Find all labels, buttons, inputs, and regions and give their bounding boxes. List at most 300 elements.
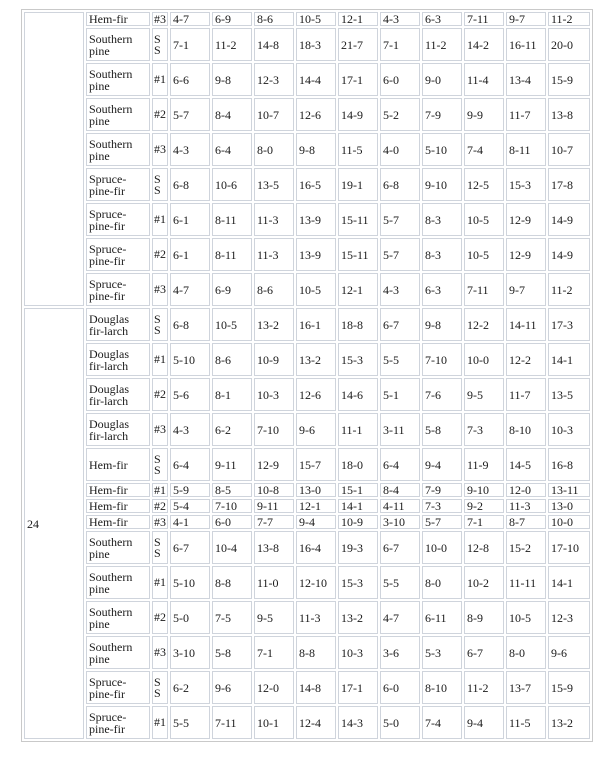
grade-cell	[152, 28, 168, 61]
span-cell: 15-9	[548, 63, 590, 96]
grade-cell	[152, 63, 168, 96]
span-cell: 12-8	[464, 531, 504, 564]
span-cell: 17-1	[338, 671, 378, 704]
span-cell: 19-3	[338, 531, 378, 564]
span-cell: 10-5	[506, 601, 546, 634]
span-cell: 7-1	[380, 28, 420, 61]
grade-line: #1	[154, 482, 166, 497]
grade-line: S	[154, 674, 161, 689]
span-cell: 15-7	[296, 448, 336, 481]
table-row	[24, 483, 590, 497]
span-cell: 13-8	[254, 531, 294, 564]
table-row	[24, 238, 590, 271]
span-cell: 9-4	[422, 448, 462, 481]
table-row	[24, 12, 590, 26]
species-cell	[86, 378, 150, 411]
grade-line: #3	[154, 282, 166, 296]
span-table-body	[24, 12, 590, 739]
table-row	[24, 413, 590, 446]
span-cell: 5-2	[380, 98, 420, 131]
species-line: fir-larch	[89, 323, 129, 338]
span-cell: 6-0	[212, 515, 252, 529]
span-cell: 7-1	[170, 28, 210, 61]
species-line: Spruce-	[89, 709, 127, 724]
span-cell: 6-6	[170, 63, 210, 96]
span-cell: 14-8	[254, 28, 294, 61]
grade-line: S	[154, 451, 161, 466]
span-cell: 11-9	[464, 448, 504, 481]
grade-cell	[152, 448, 168, 481]
species-cell	[86, 531, 150, 564]
span-cell: 9-4	[296, 515, 336, 529]
species-line: pine	[89, 581, 110, 596]
span-cell: 9-0	[422, 63, 462, 96]
span-cell: 8-10	[506, 413, 546, 446]
span-cell: 12-2	[506, 343, 546, 376]
grade-line: S	[154, 534, 161, 549]
span-cell: 5-3	[422, 636, 462, 669]
grade-cell	[152, 671, 168, 704]
spacing-cell: 24	[24, 308, 84, 739]
span-cell: 5-4	[170, 499, 210, 513]
span-cell: 4-1	[170, 515, 210, 529]
span-cell: 11-5	[338, 133, 378, 166]
table-row	[24, 273, 590, 306]
span-cell: 15-3	[338, 343, 378, 376]
span-cell: 10-0	[422, 531, 462, 564]
species-line: Hem-fir	[89, 515, 128, 529]
span-cell: 9-10	[422, 168, 462, 201]
span-cell: 16-11	[506, 28, 546, 61]
span-cell: 13-2	[548, 706, 590, 739]
span-cell: 5-8	[422, 413, 462, 446]
table-row	[24, 168, 590, 201]
grade-line: S	[154, 311, 161, 326]
span-cell: 12-6	[296, 378, 336, 411]
span-cell: 9-8	[296, 133, 336, 166]
span-cell: 4-7	[380, 601, 420, 634]
span-cell: 7-3	[464, 413, 504, 446]
span-cell: 6-8	[380, 168, 420, 201]
span-cell: 7-10	[254, 413, 294, 446]
span-cell: 12-3	[548, 601, 590, 634]
span-cell: 10-5	[464, 203, 504, 236]
span-cell: 9-10	[464, 483, 504, 497]
span-cell: 12-9	[506, 203, 546, 236]
span-cell: 5-7	[170, 98, 210, 131]
span-cell: 5-0	[170, 601, 210, 634]
span-cell: 6-7	[170, 531, 210, 564]
span-cell: 12-9	[506, 238, 546, 271]
species-cell	[86, 448, 150, 481]
span-cell: 5-5	[380, 566, 420, 599]
species-cell	[86, 238, 150, 271]
span-cell: 13-2	[338, 601, 378, 634]
span-cell: 7-1	[464, 515, 504, 529]
span-cell: 10-0	[464, 343, 504, 376]
span-cell: 6-9	[212, 273, 252, 306]
span-cell: 6-8	[170, 308, 210, 341]
span-cell: 5-0	[380, 706, 420, 739]
span-cell: 14-6	[338, 378, 378, 411]
species-line: pine	[89, 616, 110, 631]
span-cell: 8-4	[380, 483, 420, 497]
species-cell	[86, 273, 150, 306]
grade-line: S	[154, 171, 161, 186]
span-cell: 6-4	[380, 448, 420, 481]
span-cell: 12-1	[338, 273, 378, 306]
table-row	[24, 133, 590, 166]
species-line: pine	[89, 651, 110, 666]
species-cell	[86, 98, 150, 131]
span-cell: 19-1	[338, 168, 378, 201]
span-cell: 11-3	[506, 499, 546, 513]
span-cell: 6-11	[422, 601, 462, 634]
span-cell: 11-7	[506, 98, 546, 131]
span-cell: 7-10	[212, 499, 252, 513]
grade-cell	[152, 499, 168, 513]
species-line: Spruce-	[89, 171, 127, 186]
span-cell: 11-1	[338, 413, 378, 446]
span-cell: 10-3	[254, 378, 294, 411]
species-line: fir-larch	[89, 358, 129, 373]
span-cell: 13-8	[548, 98, 590, 131]
span-cell: 8-9	[464, 601, 504, 634]
spacing-cell	[24, 12, 84, 306]
species-cell	[86, 706, 150, 739]
span-cell: 6-4	[212, 133, 252, 166]
span-cell: 17-3	[548, 308, 590, 341]
span-cell: 11-2	[464, 671, 504, 704]
species-line: pine	[89, 113, 110, 128]
span-cell: 6-9	[212, 12, 252, 26]
table-row	[24, 28, 590, 61]
species-cell	[86, 499, 150, 513]
span-cell: 13-9	[296, 238, 336, 271]
span-cell: 9-2	[464, 499, 504, 513]
grade-line: #1	[154, 72, 166, 86]
span-cell: 9-4	[464, 706, 504, 739]
species-line: pine-fir	[89, 288, 125, 303]
span-cell: 9-6	[212, 671, 252, 704]
span-cell: 18-3	[296, 28, 336, 61]
span-cell: 5-10	[170, 343, 210, 376]
grade-cell	[152, 133, 168, 166]
span-cell: 12-2	[464, 308, 504, 341]
span-cell: 8-7	[506, 515, 546, 529]
span-cell: 8-0	[506, 636, 546, 669]
span-cell: 12-1	[296, 499, 336, 513]
table-row	[24, 308, 590, 341]
span-cell: 10-5	[296, 12, 336, 26]
span-cell: 11-11	[506, 566, 546, 599]
span-cell: 10-5	[296, 273, 336, 306]
span-cell: 10-9	[338, 515, 378, 529]
grade-cell	[152, 706, 168, 739]
span-cell: 14-3	[338, 706, 378, 739]
span-cell: 14-11	[506, 308, 546, 341]
span-cell: 6-7	[380, 308, 420, 341]
species-line: pine	[89, 43, 110, 58]
grade-cell	[152, 413, 168, 446]
table-row	[24, 566, 590, 599]
span-cell: 6-7	[464, 636, 504, 669]
span-cell: 7-9	[422, 483, 462, 497]
span-cell: 17-10	[548, 531, 590, 564]
span-cell: 10-3	[548, 413, 590, 446]
span-cell: 10-3	[338, 636, 378, 669]
span-cell: 3-10	[170, 636, 210, 669]
species-line: Douglas	[89, 381, 129, 396]
span-cell: 4-11	[380, 499, 420, 513]
span-cell: 14-8	[296, 671, 336, 704]
grade-cell	[152, 168, 168, 201]
species-line: Hem-fir	[89, 457, 128, 472]
species-cell	[86, 566, 150, 599]
span-cell: 7-6	[422, 378, 462, 411]
span-cell: 17-1	[338, 63, 378, 96]
span-cell: 16-4	[296, 531, 336, 564]
grade-cell	[152, 483, 168, 497]
span-cell: 5-6	[170, 378, 210, 411]
span-cell: 7-11	[212, 706, 252, 739]
span-cell: 6-2	[212, 413, 252, 446]
span-cell: 15-3	[338, 566, 378, 599]
span-cell: 8-4	[212, 98, 252, 131]
span-cell: 6-1	[170, 203, 210, 236]
span-cell: 10-7	[254, 98, 294, 131]
span-cell: 12-1	[338, 12, 378, 26]
species-line: Hem-fir	[89, 483, 128, 497]
span-cell: 14-1	[338, 499, 378, 513]
span-cell: 6-1	[170, 238, 210, 271]
span-cell: 5-7	[380, 238, 420, 271]
span-cell: 13-2	[254, 308, 294, 341]
span-cell: 13-2	[296, 343, 336, 376]
grade-line: S	[154, 462, 161, 477]
grade-line: #1	[154, 715, 166, 729]
species-cell	[86, 308, 150, 341]
span-cell: 4-3	[170, 413, 210, 446]
species-line: Southern	[89, 569, 133, 584]
grade-cell	[152, 343, 168, 376]
span-cell: 12-4	[296, 706, 336, 739]
species-line: pine-fir	[89, 218, 125, 233]
grade-cell	[152, 566, 168, 599]
span-cell: 9-6	[548, 636, 590, 669]
grade-cell	[152, 515, 168, 529]
span-cell: 10-5	[464, 238, 504, 271]
grade-cell	[152, 203, 168, 236]
span-cell: 6-0	[380, 671, 420, 704]
species-line: Douglas	[89, 416, 129, 431]
span-cell: 21-7	[338, 28, 378, 61]
span-cell: 14-2	[464, 28, 504, 61]
grade-cell	[152, 308, 168, 341]
span-cell: 12-5	[464, 168, 504, 201]
span-cell: 8-3	[422, 203, 462, 236]
span-cell: 9-5	[254, 601, 294, 634]
grade-line: S	[154, 182, 161, 197]
span-cell: 14-1	[548, 343, 590, 376]
span-cell: 8-0	[254, 133, 294, 166]
span-cell: 7-7	[254, 515, 294, 529]
rafter-span-table	[21, 9, 593, 742]
grade-line: #1	[154, 352, 166, 366]
species-line: Spruce-	[89, 276, 127, 291]
species-line: Southern	[89, 66, 133, 81]
span-cell: 7-11	[464, 273, 504, 306]
species-line: Southern	[89, 31, 133, 46]
span-cell: 5-5	[170, 706, 210, 739]
table-row	[24, 636, 590, 669]
span-cell: 11-2	[212, 28, 252, 61]
grade-cell	[152, 238, 168, 271]
species-line: pine	[89, 148, 110, 163]
span-cell: 11-7	[506, 378, 546, 411]
span-cell: 15-11	[338, 238, 378, 271]
grade-cell	[152, 601, 168, 634]
span-cell: 8-8	[212, 566, 252, 599]
span-cell: 16-8	[548, 448, 590, 481]
grade-cell	[152, 531, 168, 564]
species-line: Hem-fir	[89, 12, 128, 26]
table-row	[24, 671, 590, 704]
span-cell: 7-9	[422, 98, 462, 131]
span-cell: 5-8	[212, 636, 252, 669]
grade-line: #2	[154, 107, 166, 121]
span-cell: 4-3	[380, 273, 420, 306]
grade-cell	[152, 378, 168, 411]
span-cell: 14-9	[548, 238, 590, 271]
species-cell	[86, 12, 150, 26]
span-cell: 13-9	[296, 203, 336, 236]
table-row	[24, 531, 590, 564]
species-line: pine	[89, 546, 110, 561]
span-cell: 8-6	[254, 12, 294, 26]
grade-line: #2	[154, 247, 166, 261]
span-cell: 9-6	[296, 413, 336, 446]
grade-cell	[152, 98, 168, 131]
span-cell: 12-3	[254, 63, 294, 96]
grade-line: S	[154, 31, 161, 46]
span-cell: 8-11	[506, 133, 546, 166]
grade-line: #2	[154, 498, 166, 513]
species-line: Southern	[89, 534, 133, 549]
table-row	[24, 448, 590, 481]
span-cell: 6-2	[170, 671, 210, 704]
species-line: Southern	[89, 604, 133, 619]
grade-line: #3	[154, 11, 166, 26]
span-cell: 10-0	[548, 515, 590, 529]
span-cell: 9-8	[422, 308, 462, 341]
species-line: Spruce-	[89, 674, 127, 689]
span-cell: 14-1	[548, 566, 590, 599]
grade-cell	[152, 636, 168, 669]
table-row	[24, 203, 590, 236]
species-line: Spruce-	[89, 241, 127, 256]
span-cell: 8-11	[212, 203, 252, 236]
span-cell: 13-0	[296, 483, 336, 497]
grade-line: #3	[154, 142, 166, 156]
span-cell: 12-0	[254, 671, 294, 704]
span-cell: 5-1	[380, 378, 420, 411]
species-line: pine-fir	[89, 686, 125, 701]
grade-cell	[152, 273, 168, 306]
span-cell: 11-2	[422, 28, 462, 61]
span-cell: 13-5	[254, 168, 294, 201]
grade-line: #1	[154, 212, 166, 226]
span-cell: 5-9	[170, 483, 210, 497]
span-cell: 7-3	[422, 499, 462, 513]
span-cell: 7-10	[422, 343, 462, 376]
species-cell	[86, 413, 150, 446]
species-cell	[86, 483, 150, 497]
table-row	[24, 378, 590, 411]
span-cell: 14-5	[506, 448, 546, 481]
species-line: Douglas	[89, 346, 129, 361]
grade-line: S	[154, 545, 161, 560]
span-cell: 8-8	[296, 636, 336, 669]
span-cell: 15-9	[548, 671, 590, 704]
span-cell: 8-10	[422, 671, 462, 704]
span-cell: 10-8	[254, 483, 294, 497]
table-row	[24, 601, 590, 634]
span-cell: 9-11	[254, 499, 294, 513]
span-cell: 3-10	[380, 515, 420, 529]
grade-line: #1	[154, 575, 166, 589]
span-table-wrapper	[21, 9, 593, 742]
span-cell: 13-7	[506, 671, 546, 704]
grade-cell	[152, 12, 168, 26]
span-cell: 12-6	[296, 98, 336, 131]
span-cell: 7-5	[212, 601, 252, 634]
span-cell: 5-10	[170, 566, 210, 599]
span-cell: 12-10	[296, 566, 336, 599]
species-line: Southern	[89, 101, 133, 116]
span-cell: 10-5	[212, 308, 252, 341]
span-cell: 6-7	[380, 531, 420, 564]
table-row	[24, 706, 590, 739]
span-cell: 9-9	[464, 98, 504, 131]
span-cell: 9-7	[506, 12, 546, 26]
span-cell: 3-6	[380, 636, 420, 669]
species-line: pine-fir	[89, 253, 125, 268]
species-cell	[86, 168, 150, 201]
span-cell: 11-3	[254, 203, 294, 236]
span-cell: 18-8	[338, 308, 378, 341]
span-cell: 4-3	[380, 12, 420, 26]
span-cell: 8-5	[212, 483, 252, 497]
span-cell: 4-0	[380, 133, 420, 166]
species-cell	[86, 671, 150, 704]
span-cell: 15-1	[338, 483, 378, 497]
span-cell: 6-4	[170, 448, 210, 481]
span-cell: 10-9	[254, 343, 294, 376]
grade-line: #3	[154, 514, 166, 529]
span-cell: 12-9	[254, 448, 294, 481]
species-cell	[86, 515, 150, 529]
grade-line: #2	[154, 610, 166, 624]
span-cell: 14-9	[338, 98, 378, 131]
species-line: pine-fir	[89, 721, 125, 736]
span-cell: 4-3	[170, 133, 210, 166]
span-cell: 10-2	[464, 566, 504, 599]
span-cell: 13-0	[548, 499, 590, 513]
table-row	[24, 98, 590, 131]
species-line: pine	[89, 78, 110, 93]
span-cell: 11-0	[254, 566, 294, 599]
